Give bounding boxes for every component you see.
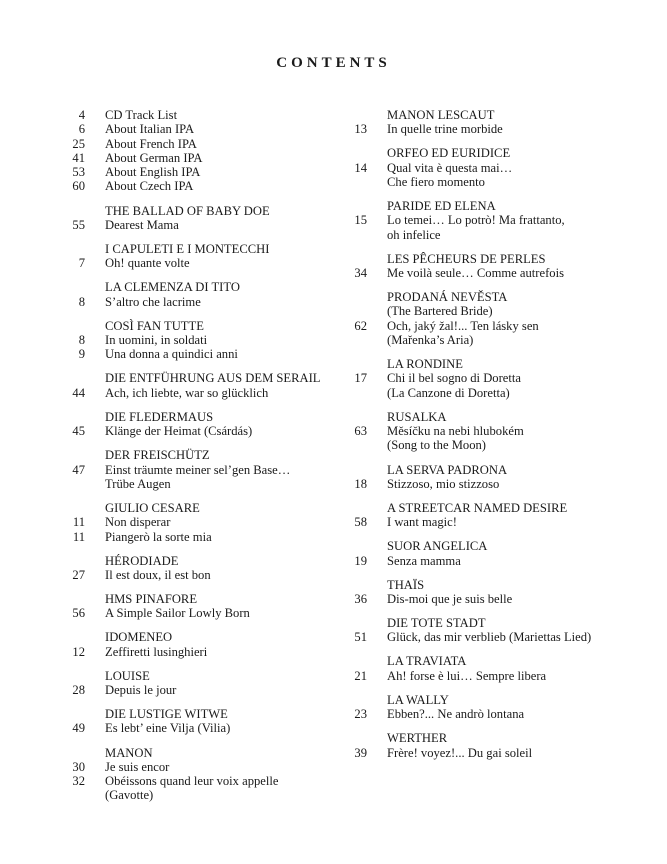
contents-line (60, 530, 350, 544)
page-number (342, 175, 367, 189)
contents-entry-group (60, 280, 350, 309)
aria-title: Ah! forse è lui… Sempre libera (387, 668, 547, 683)
page-number: 6 (78, 122, 85, 137)
opera-title: I CAPULETI E I MONTECCHI (105, 241, 270, 256)
contents-line (60, 424, 350, 438)
page-number: 34 (354, 266, 367, 281)
contents-entry-group (60, 448, 350, 491)
aria-title: (Gavotte) (105, 788, 154, 803)
page-number: 8 (78, 294, 85, 309)
contents-line (60, 108, 350, 122)
opera-title: DIE LUSTIGE WITWE (105, 707, 228, 722)
contents-line (60, 333, 350, 347)
aria-title: Che fiero momento (387, 174, 485, 189)
page-number: 45 (72, 424, 85, 439)
opera-title: RUSALKA (387, 409, 447, 424)
contents-entry-group (60, 501, 350, 544)
page-number: 13 (354, 122, 367, 137)
aria-title: In quelle trine morbide (387, 122, 503, 137)
contents-line (342, 515, 642, 529)
contents-entry-group (60, 108, 350, 194)
page-number: 56 (72, 606, 85, 621)
aria-title: Qual vita è questa mai… (387, 160, 513, 175)
contents-line (342, 304, 642, 318)
opera-title: WERTHER (387, 731, 448, 746)
page-number: 15 (354, 213, 367, 228)
opera-title: HMS PINAFORE (105, 591, 198, 606)
aria-title: Frère! voyez!... Du gai soleil (387, 745, 533, 760)
page-number: 11 (72, 515, 85, 530)
contents-entry-group (60, 554, 350, 583)
aria-title: Je suis encor (105, 759, 170, 774)
page-number: 12 (72, 644, 85, 659)
opera-title: PARIDE ED ELENA (387, 199, 496, 214)
contents-right-column (342, 108, 642, 770)
contents-left-column (60, 108, 350, 813)
contents-entry-group (342, 731, 642, 760)
contents-entry-group (60, 371, 350, 400)
page-number: 53 (72, 165, 85, 180)
contents-line (342, 669, 642, 683)
aria-title: About German IPA (105, 150, 203, 165)
page-number: 9 (78, 347, 85, 362)
contents-line (60, 477, 350, 491)
contents-line (60, 218, 350, 232)
aria-title: Es lebt’ eine Vilja (Vilia) (105, 721, 231, 736)
aria-title: Stizzoso, mio stizzoso (387, 476, 500, 491)
page-number: 14 (354, 160, 367, 175)
aria-title: Klänge der Heimat (Csárdás) (105, 424, 253, 439)
page-number (60, 788, 85, 802)
contents-entry-group (342, 539, 642, 568)
contents-line (342, 477, 642, 491)
page-number: 63 (354, 424, 367, 439)
contents-line (342, 438, 642, 452)
contents-line (342, 228, 642, 242)
contents-line (60, 122, 350, 136)
opera-title: LA RONDINE (387, 357, 463, 372)
page-number: 28 (72, 683, 85, 698)
page-number: 36 (354, 591, 367, 606)
opera-title: MANON (105, 745, 153, 760)
aria-title: About English IPA (105, 165, 201, 180)
aria-title: (La Canzone di Doretta) (387, 385, 510, 400)
contents-line (342, 319, 642, 333)
contents-entry-group (342, 501, 642, 530)
aria-title: Il est doux, il est bon (105, 567, 211, 582)
contents-entry-group (60, 410, 350, 439)
aria-title: Ach, ich liebte, war so glücklich (105, 385, 269, 400)
page-number: 8 (78, 333, 85, 348)
page-number: 27 (72, 567, 85, 582)
opera-title: ORFEO ED EURIDICE (387, 146, 511, 161)
opera-title: DIE ENTFÜHRUNG AUS DEM SERAIL (105, 371, 321, 386)
contents-line (342, 175, 642, 189)
page-number: 60 (72, 179, 85, 194)
aria-title: (Song to the Moon) (387, 438, 486, 453)
aria-title: A Simple Sailor Lowly Born (105, 606, 250, 621)
page-title: CONTENTS (276, 55, 391, 71)
page-number: 30 (72, 759, 85, 774)
contents-entry-group (60, 592, 350, 621)
contents-line (342, 371, 642, 385)
opera-title: IDOMENEO (105, 630, 173, 645)
contents-line (60, 151, 350, 165)
aria-title: In uomini, in soldati (105, 333, 208, 348)
contents-line (342, 592, 642, 606)
page-number: 18 (354, 476, 367, 491)
contents-line (60, 683, 350, 697)
contents-line (342, 630, 642, 644)
aria-title: Ebben?... Ne andrò lontana (387, 707, 525, 722)
contents-line (342, 333, 642, 347)
page-number: 51 (354, 630, 367, 645)
aria-title: Senza mamma (387, 553, 461, 568)
aria-title: Depuis le jour (105, 683, 177, 698)
aria-title: (Mařenka’s Aria) (387, 333, 474, 348)
contents-line (60, 760, 350, 774)
opera-title: LES PÊCHEURS DE PERLES (387, 251, 546, 266)
opera-title: DIE FLEDERMAUS (105, 409, 214, 424)
page-number: 32 (72, 774, 85, 789)
page-number: 58 (354, 515, 367, 530)
contents-line (60, 568, 350, 582)
aria-title: Trübe Augen (105, 476, 171, 491)
contents-line (60, 165, 350, 179)
contents-line (60, 645, 350, 659)
contents-line (60, 774, 350, 788)
contents-entry-group (342, 290, 642, 347)
contents-entry-group (342, 410, 642, 453)
page-number: 25 (72, 136, 85, 151)
aria-title: Einst träumte meiner sel’gen Base… (105, 462, 291, 477)
opera-title: GIULIO CESARE (105, 500, 200, 515)
contents-line (60, 137, 350, 151)
contents-entry-group (342, 463, 642, 492)
page-number (342, 386, 367, 400)
contents-entry-group (342, 108, 642, 137)
contents-entry-group (60, 707, 350, 736)
page-number: 11 (72, 529, 85, 544)
opera-title: LA SERVA PADRONA (387, 462, 508, 477)
page-number (342, 304, 367, 318)
opera-title: PRODANÁ NEVĚSTA (387, 290, 508, 305)
contents-line (60, 788, 350, 802)
page-number: 55 (72, 217, 85, 232)
contents-entry-group (342, 146, 642, 189)
contents-entry-group (60, 630, 350, 659)
page-number (342, 438, 367, 452)
aria-title: Měsíčku na nebi hlubokém (387, 424, 524, 439)
aria-title: About French IPA (105, 136, 197, 151)
contents-line (342, 707, 642, 721)
aria-title: Zeffiretti lusinghieri (105, 644, 208, 659)
aria-title: oh infelice (387, 227, 441, 242)
contents-line (342, 213, 642, 227)
page-number: 21 (354, 668, 367, 683)
contents-line (60, 515, 350, 529)
contents-entry-group (342, 578, 642, 607)
opera-title: A STREETCAR NAMED DESIRE (387, 500, 568, 515)
aria-title: CD Track List (105, 108, 178, 122)
aria-title: Non disperar (105, 515, 171, 530)
page-number: 19 (354, 553, 367, 568)
opera-title: THE BALLAD OF BABY DOE (105, 203, 270, 218)
contents-line (60, 463, 350, 477)
contents-line (60, 347, 350, 361)
opera-title: LA TRAVIATA (387, 654, 467, 669)
contents-entry-group (60, 669, 350, 698)
aria-title: Oh! quante volte (105, 256, 190, 271)
opera-title: LA WALLY (387, 692, 449, 707)
contents-line (342, 161, 642, 175)
page-number: 47 (72, 462, 85, 477)
contents-entry-group (342, 199, 642, 242)
aria-title: Dearest Mama (105, 217, 179, 232)
contents-line (342, 746, 642, 760)
aria-title: Lo temei… Lo potrò! Ma frattanto, (387, 213, 565, 228)
contents-line (342, 266, 642, 280)
page-number: 23 (354, 707, 367, 722)
page-number (60, 477, 85, 491)
opera-title: SUOR ANGELICA (387, 539, 488, 554)
contents-line (342, 424, 642, 438)
page-number: 44 (72, 385, 85, 400)
aria-title: About Italian IPA (105, 122, 195, 137)
opera-title: MANON LESCAUT (387, 108, 495, 122)
opera-title: COSÌ FAN TUTTE (105, 318, 204, 333)
contents-entry-group (342, 616, 642, 645)
page-number: 7 (78, 256, 85, 271)
aria-title: Dis-moi que je suis belle (387, 591, 513, 606)
contents-entry-group (60, 319, 350, 362)
contents-entry-group (60, 746, 350, 803)
page-number: 49 (72, 721, 85, 736)
contents-line (60, 721, 350, 735)
aria-title: Chi il bel sogno di Doretta (387, 371, 521, 386)
opera-title: THAÏS (387, 577, 425, 592)
page-number: 62 (354, 318, 367, 333)
aria-title: About Czech IPA (105, 179, 194, 194)
aria-title: I want magic! (387, 515, 457, 530)
page-number: 4 (78, 108, 85, 122)
opera-title: DIE TOTE STADT (387, 616, 486, 631)
opera-title: HÉRODIADE (105, 553, 179, 568)
aria-title: S’altro che lacrime (105, 294, 201, 309)
opera-title: LOUISE (105, 668, 150, 683)
page-number: 39 (354, 745, 367, 760)
contents-line (342, 122, 642, 136)
aria-title: Och, jaký žal!... Ten lásky sen (387, 318, 539, 333)
contents-entry-group (342, 693, 642, 722)
contents-entry-group (342, 357, 642, 400)
contents-line (60, 256, 350, 270)
aria-title: Obéissons quand leur voix appelle (105, 774, 279, 789)
contents-line (342, 386, 642, 400)
contents-line (342, 554, 642, 568)
aria-title: Una donna a quindici anni (105, 347, 238, 362)
contents-line (60, 295, 350, 309)
aria-title: Me voilà seule… Comme autrefois (387, 266, 564, 281)
contents-line (60, 179, 350, 193)
contents-entry-group (342, 252, 642, 281)
opera-title: LA CLEMENZA DI TITO (105, 280, 240, 295)
page-number (342, 228, 367, 242)
contents-entry-group (60, 242, 350, 271)
aria-title: (The Bartered Bride) (387, 304, 493, 319)
aria-title: Piangerò la sorte mia (105, 529, 212, 544)
page-number: 41 (72, 150, 85, 165)
contents-entry-group (60, 204, 350, 233)
opera-title: DER FREISCHÜTZ (105, 448, 210, 463)
page-number: 17 (354, 371, 367, 386)
contents-line (60, 606, 350, 620)
contents-line (60, 386, 350, 400)
aria-title: Glück, das mir verblieb (Mariettas Lied) (387, 630, 592, 645)
page-number (342, 333, 367, 347)
contents-entry-group (342, 654, 642, 683)
